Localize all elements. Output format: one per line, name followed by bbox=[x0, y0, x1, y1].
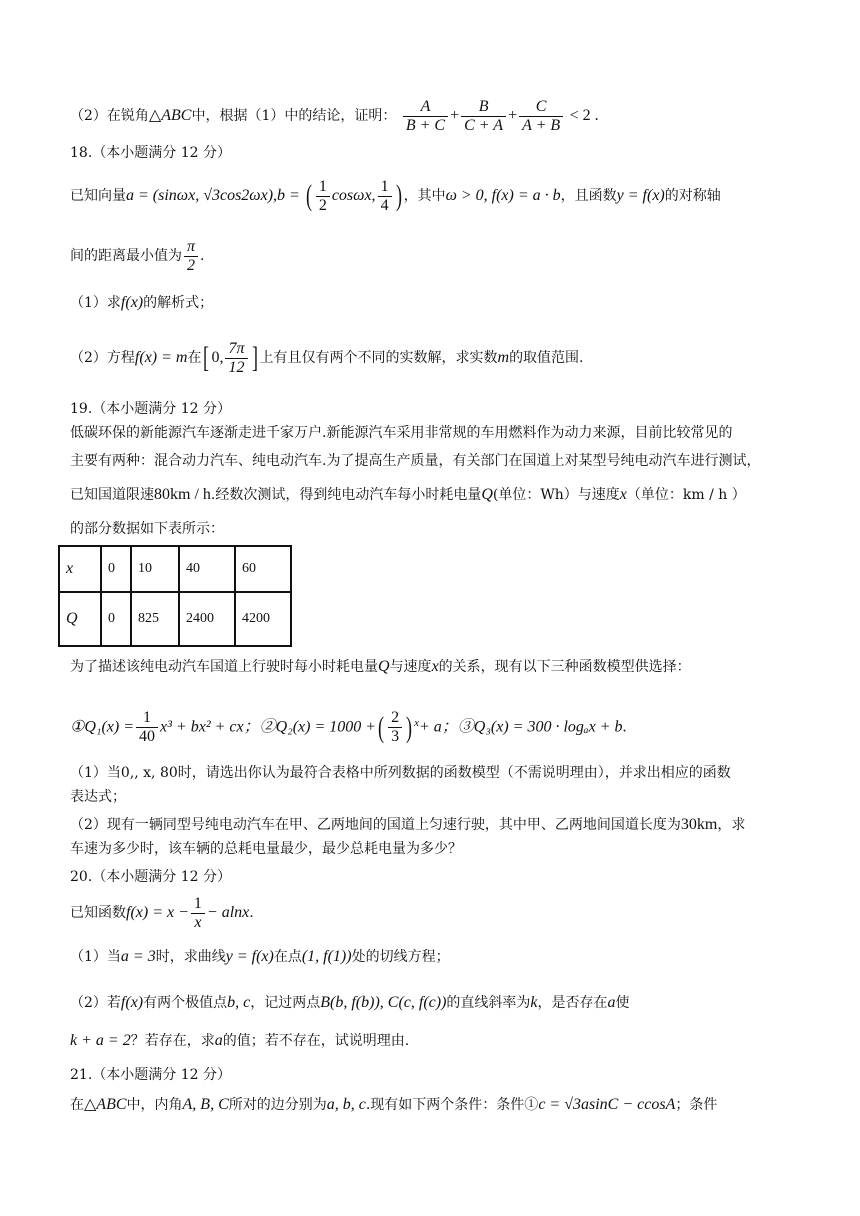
table-cell: 10 bbox=[131, 546, 179, 592]
fraction-a: $\frac{A}{B + C}$ bbox=[403, 98, 448, 135]
table-row bbox=[59, 546, 291, 592]
problem-19-para-3: 已知国道限速80km / h.经数次测试，得到纯电动汽车每小时耗电量Q(单位：Wh）与速度x（单位：km / h ） bbox=[70, 486, 746, 503]
data-table bbox=[58, 545, 292, 647]
problem-19-para-4: 的部分数据如下表所示： bbox=[70, 521, 224, 537]
problem-19-part-2: （2）现有一辆同型号纯电动汽车在甲、乙两地间的国道上匀速行驶，其中甲、乙两地间国道长度为30km，求 bbox=[70, 816, 746, 833]
problem-21-header: 21.（本小题满分 12 分） bbox=[70, 1067, 231, 1083]
problem-19-part-2b: 车速为多少时，该车辆的总耗电量最少，最少总耗电量为多少？ bbox=[70, 841, 462, 857]
problem-19-para-1: 低碳环保的新能源汽车逐渐走进千家万户.新能源汽车采用非常规的车用燃料作为动力来源，目前比较常见的 bbox=[70, 425, 733, 441]
problem-18-part-1: （1）求f(x)的解析式； bbox=[70, 294, 214, 311]
problem-21-line-1: 在△ABC中，内角A, B, C所对的边分别为a, b, c.现有如下两个条件：条件①c = √3asinC − ccosA；条件 bbox=[70, 1096, 718, 1113]
table-cell: 60 bbox=[235, 546, 291, 592]
problem-19-para-2: 主要有两种：混合动力汽车、纯电动汽车.为了提高生产质量，有关部门在国道上对某型号纯电动汽车进行测试， bbox=[70, 453, 761, 469]
fraction-b: $\frac{B}{C + A}$ bbox=[461, 98, 506, 135]
problem-20-part-1: （1）当a = 3时，求曲线y = f(x)在点(1, f(1))处的切线方程； bbox=[70, 948, 450, 965]
table-cell: Q bbox=[59, 592, 101, 646]
table-cell: 0 bbox=[101, 546, 131, 592]
problem-18-header: 18.（本小题满分 12 分） bbox=[70, 145, 231, 161]
problem-19-part-1a: （1）当0,, x, 80时，请选出你认为最符合表格中所列数据的函数模型（不需说明理由），并求出相应的函数 bbox=[70, 765, 731, 781]
table-cell: 825 bbox=[131, 592, 179, 646]
table-cell: 0 bbox=[101, 592, 131, 646]
table-row bbox=[59, 592, 291, 646]
fraction-c: $\frac{C}{A + B}$ bbox=[519, 98, 563, 135]
problem-20-line-1: 已知函数f(x) = x − $\frac{1}{x}$ − alnx. bbox=[70, 894, 254, 931]
problem-19-para-5: 为了描述该纯电动汽车国道上行驶时每小时耗电量Q与速度x的关系，现有以下三种函数模型供选择： bbox=[70, 658, 691, 675]
table-cell: 40 bbox=[179, 546, 235, 592]
problem-19-header: 19.（本小题满分 12 分） bbox=[70, 401, 231, 417]
problem-18-line-2: 间的距离最小值为 $\frac{\pi}{2}$ . bbox=[70, 237, 205, 274]
table-cell: 2400 bbox=[179, 592, 235, 646]
problem-20-part-2b: k + a = 2？若存在，求a的值；若不存在，试说明理由. bbox=[70, 1032, 410, 1049]
table-cell: x bbox=[59, 546, 101, 592]
table-cell: 4200 bbox=[235, 592, 291, 646]
problem-18-line-1: 已知向量a = (sinωx, √3cos2ωx),b = ( $\frac{1}{2}$ cosωx, $\frac{1}{4}$ ) ，其中ω > 0, f(x) = a · b，且函数y = f(x)的对称轴 bbox=[70, 177, 721, 214]
problem-20-header: 20.（本小题满分 12 分） bbox=[70, 869, 231, 885]
problem-19-part-1b: 表达式； bbox=[70, 789, 126, 805]
problem-19-models: ①Q₁(x) = $\frac{1}{40}$ x³ + bx² + cx；②Q₂(x) = 1000 +( $\frac{2}{3}$ ) $^x$+ a；③Q₃(x) = 300 · logₐx + b. bbox=[70, 709, 627, 746]
problem-17-part-2: （2）在锐角△ABC中，根据（1）中的结论，证明： $\frac{A}{B + C}$ + $\frac{B}{C + A}$ + $\frac{C}{A + B}$ < 2 . bbox=[70, 97, 599, 134]
problem-20-part-2: （2）若f(x)有两个极值点b, c，记过两点B(b, f(b)), C(c, f(c))的直线斜率为k，是否存在a使 bbox=[70, 994, 630, 1011]
problem-18-part-2: （2）方程f(x) = m在[ 0, $\frac{7\pi}{12}$ ] 上有且仅有两个不同的实数解，求实数m的取值范围. bbox=[70, 339, 584, 376]
